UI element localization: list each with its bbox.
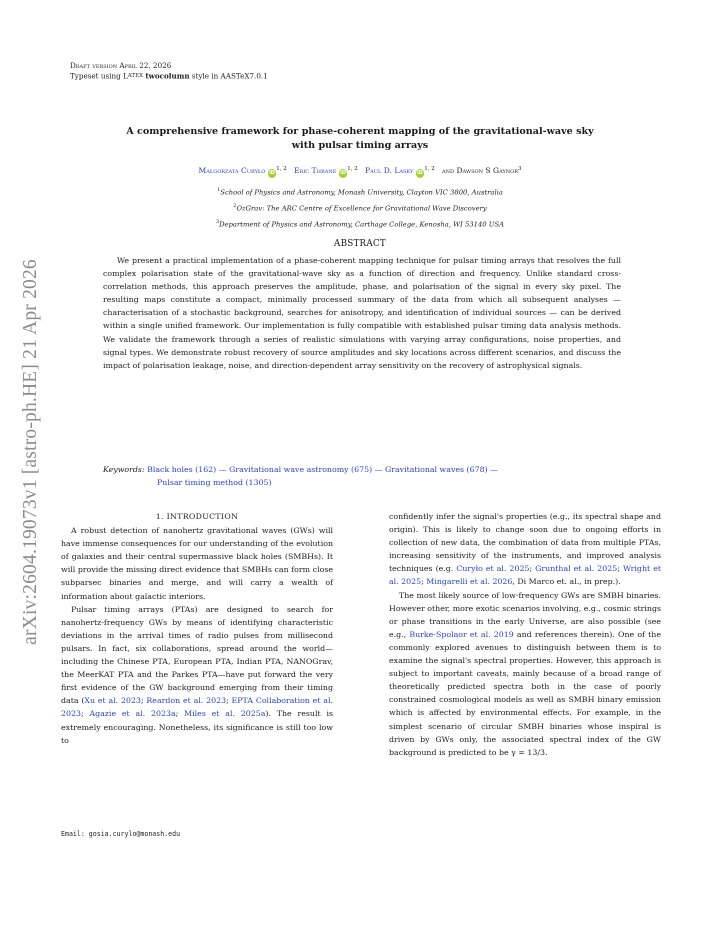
right-column xyxy=(389,510,661,759)
affiliation-item: $^3$Department of Physics and Astronomy, Carthage College, Kenosha, WI 53140 USA xyxy=(215,218,505,228)
typeset-line: Typeset using $L^{ATEX}$ twocolumn style in AASTeX7.0.1 xyxy=(70,71,268,81)
citation-link[interactable]: EPTA Collaboration et al. 2023 xyxy=(61,696,333,719)
body-paragraph-continued: confidently infer the signal's properties (e.g., its spectral shape and origin). This is likely to change soon due to ongoing efforts in collection of new data, the combination of data from multiple PTAs, increasing sensitivity of the instruments, and improved analysis techniques (e.g. Curyło et al. 2025; Grunthal et al. 2025; Wright et al. 2025; Mingarelli et al. 2026, Di Marco et. al., in prep.). xyxy=(389,512,662,587)
citation-link[interactable]: Grunthal et al. 2025 xyxy=(535,564,618,574)
citation-link[interactable]: Mingarelli et al. 2026 xyxy=(426,577,513,587)
orcid-icon[interactable]: iD xyxy=(417,170,423,176)
arxiv-identifier-stamp xyxy=(18,232,44,672)
keywords-label: Keywords: xyxy=(103,465,145,474)
citation-link[interactable]: Wright et al. 2025 xyxy=(389,564,662,587)
author-name-3[interactable]: Paul D. Lasky xyxy=(365,166,414,175)
author-list xyxy=(60,166,660,178)
author-affiliation-marker: 1, 2 xyxy=(424,166,435,172)
citation-link[interactable]: Agazie et al. 2023a xyxy=(89,709,176,719)
arxiv-id-text: arXiv:2604.19073v1 [astro-ph.HE] 21 Apr 2026 xyxy=(20,259,41,645)
citation-link[interactable]: Miles et al. 2025a xyxy=(184,709,266,719)
email-footnote: Email: gosia.curylo@monash.edu xyxy=(61,830,181,838)
affiliations xyxy=(60,184,660,231)
abstract-heading: ABSTRACT xyxy=(334,239,386,249)
citation-link[interactable]: Reardon et al. 2023 xyxy=(146,696,227,706)
author-affiliation-marker: 1, 2 xyxy=(347,166,358,172)
body-paragraph: The most likely source of low-frequency GWs are SMBH binaries. However other, more exotic scenarios involving, e.g., cosmic strings or phase transitions in the early Universe, are also possible (see e.g., Burke-Spolaor et al. 2019 and references therein). One of the commonly explored avenues to distinguish between them is to examine the signal's spectral properties. However, this approach is subject to important caveats, mainly because of a broad range of theoretically predicted spectra both in the case of poorly constrained cosmological models as well as SMBH binary emission which is affected by environmental effects. For example, in the simplest scenario of circular SMBH binaries whose inspiral is driven by GWs only, the associated spectral index of the GW background is predicted to be γ = 13/3. xyxy=(389,590,661,757)
citation-link[interactable]: Curyło et al. 2025 xyxy=(456,564,530,574)
section-heading-introduction: 1. INTRODUCTION xyxy=(155,512,239,521)
left-column xyxy=(61,510,333,747)
keywords-link-line1[interactable]: Black holes (162) — Gravitational wave astronomy (675) — Gravitational waves (678) — xyxy=(147,465,498,474)
keywords-block xyxy=(103,463,623,490)
author-name-2[interactable]: Eric Thrane xyxy=(294,166,337,175)
author-name-4: Dawson S Gaynor xyxy=(456,166,519,175)
draft-version-line: Draft version April 22, 2026 xyxy=(70,61,172,70)
intro-paragraph-2: Pulsar timing arrays (PTAs) are designed to search for nanohertz-frequency GWs by means of identifying characteristic deviations in the arrival times of radio pulses from millisecond pulsars. In fact, six collaborations, spread around the world—including the Chinese PTA, European PTA, Indian PTA, NANOGrav, the MeerKAT PTA and the Parkes PTA—have put forward the very first evidence of the GW background emerging from their timing data (Xu et al. 2023; Reardon et al. 2023; EPTA Collaboration et al. 2023; Agazie et al. 2023a; Miles et al. 2025a). The result is extremely encouraging. Nonetheless, its significance is still too low to xyxy=(61,604,333,745)
affiliation-item: $^2$OzGrav: The ARC Centre of Excellence for Gravitational Wave Discovery xyxy=(233,202,487,213)
citation-link[interactable]: Xu et al. 2023 xyxy=(84,696,141,706)
author-affiliation-marker: 3 xyxy=(518,166,522,172)
intro-paragraph-1: A robust detection of nanohertz gravitational waves (GWs) will have immense consequences for our understanding of the evolution of galaxies and their central supermassive black holes (SMBHs). It will provide the missing direct evidence that SMBHs can form close subparsec binaries and merge, and will carry a wealth of information about galactic interiors. xyxy=(61,526,333,601)
author-name-1[interactable]: Małgorzata Curyło xyxy=(198,166,266,175)
affiliation-item: $^1$School of Physics and Astronomy, Monash University, Clayton VIC 3800, Australia xyxy=(217,187,503,197)
author-affiliation-marker: 1, 2 xyxy=(276,166,287,172)
authors-conjunction: and xyxy=(442,166,455,175)
orcid-icon[interactable]: iD xyxy=(269,170,275,176)
abstract-text: We present a practical implementation of a phase-coherent mapping technique for pulsar timing arrays that resolves the full complex polarisation state of the gravitational-wave sky as a function of direction and frequency. Unlike standard cross-correlation methods, this approach preserves the amplitude, phase, and polarisation of the signal in every sky pixel. The resulting maps constitute a compact, minimally processed summary of the data from which all subsequent analyses — characterisation of a stochastic background, searches for anisotropy, and identification of individual sources — can be derived within a single unified framework. Our implementation is fully compatible with established pulsar timing data analysis methods. We validate the framework through a series of realistic simulations with varying array configurations, noise properties, and signal types. We demonstrate robust recovery of source amplitudes and sky locations across different scenarios, and discuss the impact of polarisation leakage, noise, and direction-dependent array sensitivity on the recovery of astrophysical signals. xyxy=(103,256,621,370)
citation-link[interactable]: Burke-Spolaor et al. 2019 xyxy=(409,629,514,639)
preprint-header xyxy=(70,61,268,82)
orcid-icon[interactable]: iD xyxy=(340,170,346,176)
paper-title: A comprehensive framework for phase-coherent mapping of the gravitational-wave sky with pulsar timing arrays xyxy=(126,126,594,151)
keywords-link-line2[interactable]: Pulsar timing method (1305) xyxy=(157,478,272,488)
